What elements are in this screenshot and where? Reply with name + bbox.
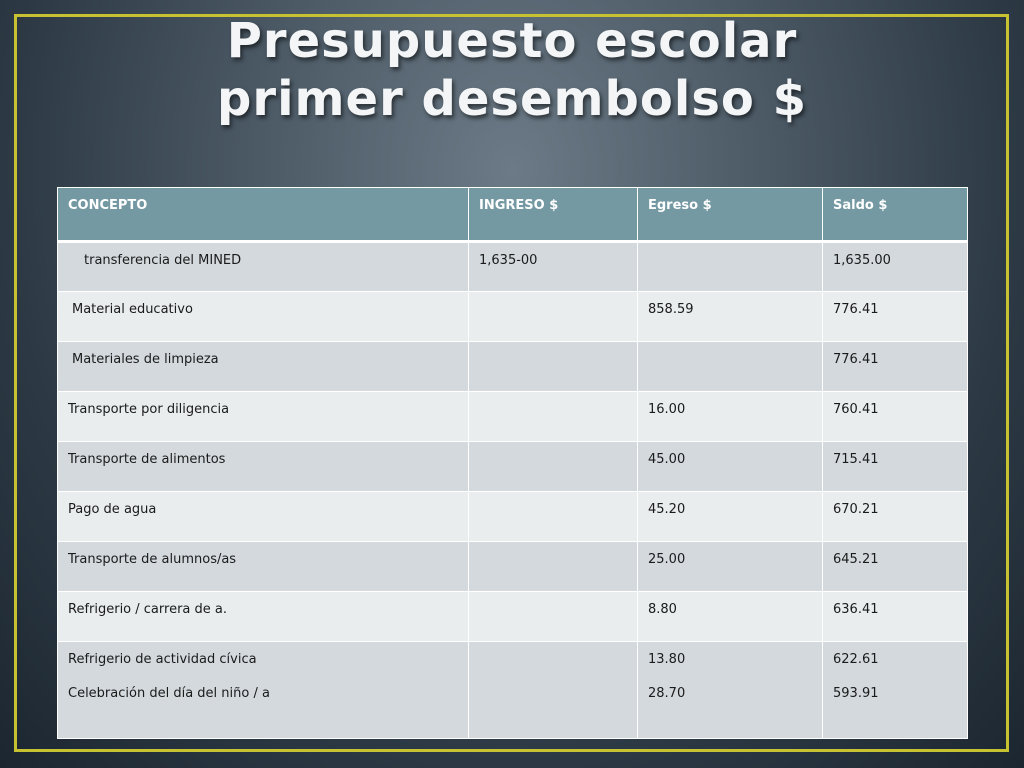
cell-egreso: 45.00 bbox=[638, 442, 823, 492]
cell-saldo: 776.41 bbox=[823, 342, 968, 392]
table-row bbox=[58, 492, 968, 542]
cell-saldo: 670.21 bbox=[823, 492, 968, 542]
cell-concepto bbox=[58, 642, 469, 739]
table-row bbox=[58, 442, 968, 492]
header-ingreso: INGRESO $ bbox=[469, 188, 638, 242]
cell-concepto: Refrigerio / carrera de a. bbox=[58, 592, 469, 642]
cell-egreso bbox=[638, 342, 823, 392]
table-header-row bbox=[58, 188, 968, 242]
cell-saldo: 715.41 bbox=[823, 442, 968, 492]
cell-concepto: transferencia del MINED bbox=[58, 242, 469, 292]
egreso-line: 28.70 bbox=[648, 686, 686, 701]
header-egreso: Egreso $ bbox=[638, 188, 823, 242]
cell-egreso: 45.20 bbox=[638, 492, 823, 542]
cell-saldo: 776.41 bbox=[823, 292, 968, 342]
cell-ingreso bbox=[469, 342, 638, 392]
cell-egreso: 16.00 bbox=[638, 392, 823, 442]
cell-ingreso bbox=[469, 542, 638, 592]
concepto-line: Refrigerio de actividad cívica bbox=[68, 652, 257, 667]
saldo-line: 622.61 bbox=[833, 652, 879, 667]
cell-saldo: 636.41 bbox=[823, 592, 968, 642]
cell-egreso bbox=[638, 642, 823, 739]
header-saldo: Saldo $ bbox=[823, 188, 968, 242]
saldo-line: 593.91 bbox=[833, 686, 879, 701]
table-row bbox=[58, 292, 968, 342]
cell-concepto: Materiales de limpieza bbox=[58, 342, 469, 392]
header-concepto: CONCEPTO bbox=[58, 188, 469, 242]
cell-ingreso bbox=[469, 592, 638, 642]
cell-saldo: 645.21 bbox=[823, 542, 968, 592]
cell-ingreso bbox=[469, 492, 638, 542]
cell-saldo: 1,635.00 bbox=[823, 242, 968, 292]
cell-egreso: 858.59 bbox=[638, 292, 823, 342]
budget-table bbox=[57, 187, 968, 739]
cell-egreso bbox=[638, 242, 823, 292]
cell-concepto: Transporte de alumnos/as bbox=[58, 542, 469, 592]
cell-concepto: Transporte de alimentos bbox=[58, 442, 469, 492]
table-row bbox=[58, 242, 968, 292]
title-line-1: Presupuesto escolar bbox=[226, 13, 798, 69]
cell-ingreso: 1,635-00 bbox=[469, 242, 638, 292]
cell-saldo: 760.41 bbox=[823, 392, 968, 442]
table-row bbox=[58, 542, 968, 592]
table-row bbox=[58, 392, 968, 442]
cell-concepto: Material educativo bbox=[58, 292, 469, 342]
table-row bbox=[58, 342, 968, 392]
table-row bbox=[58, 592, 968, 642]
cell-concepto: Transporte por diligencia bbox=[58, 392, 469, 442]
cell-egreso: 25.00 bbox=[638, 542, 823, 592]
cell-ingreso bbox=[469, 392, 638, 442]
slide-title bbox=[0, 12, 1024, 128]
cell-egreso: 8.80 bbox=[638, 592, 823, 642]
cell-ingreso bbox=[469, 292, 638, 342]
egreso-line: 13.80 bbox=[648, 652, 686, 667]
cell-ingreso bbox=[469, 442, 638, 492]
table-row bbox=[58, 642, 968, 739]
cell-saldo bbox=[823, 642, 968, 739]
concepto-line: Celebración del día del niño / a bbox=[68, 686, 270, 701]
cell-ingreso bbox=[469, 642, 638, 739]
cell-concepto: Pago de agua bbox=[58, 492, 469, 542]
title-line-2: primer desembolso $ bbox=[217, 71, 807, 127]
